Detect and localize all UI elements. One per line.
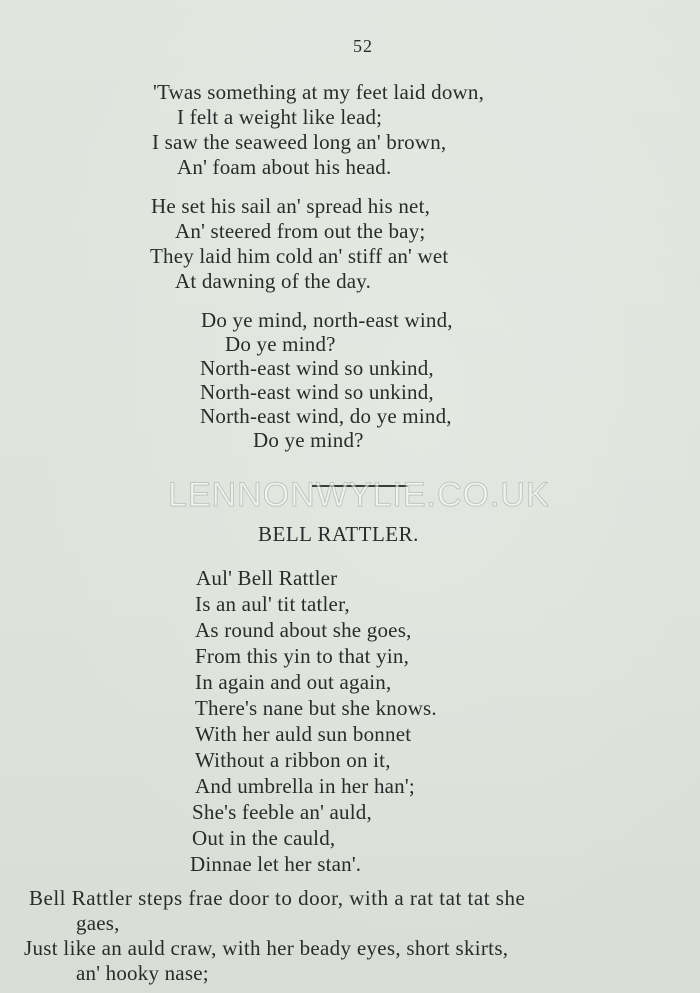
stanza1-line-4: An' foam about his head. (177, 155, 392, 179)
refrain-line-5: North-east wind, do ye mind, (200, 404, 452, 428)
prose-line-4: an' hooky nase; (76, 961, 209, 985)
poem-line-11: Out in the cauld, (192, 826, 336, 850)
poem-title: BELL RATTLER. (258, 522, 419, 546)
prose-line-1: Bell Rattler steps frae door to door, with a rat tat tat she (29, 886, 526, 910)
refrain-line-3: North-east wind so unkind, (200, 356, 434, 380)
prose-line-2: gaes, (76, 911, 120, 935)
poem-line-5: In again and out again, (195, 670, 392, 694)
poem-line-3: As round about she goes, (195, 618, 412, 642)
refrain-line-6: Do ye mind? (253, 428, 364, 452)
poem-line-6: There's nane but she knows. (195, 696, 437, 720)
page-number: 52 (353, 36, 373, 56)
poem-line-4: From this yin to that yin, (195, 644, 410, 668)
refrain-line-4: North-east wind so unkind, (200, 380, 434, 404)
poem-line-7: With her auld sun bonnet (195, 722, 412, 746)
watermark: LENNONWYLIE.CO.UK (168, 476, 550, 514)
poem-line-9: And umbrella in her han'; (195, 774, 415, 798)
stanza2-line-2: An' steered from out the bay; (175, 219, 426, 243)
poem-line-2: Is an aul' tit tatler, (195, 592, 350, 616)
stanza2-line-3: They laid him cold an' stiff an' wet (150, 244, 449, 268)
stanza1-line-2: I felt a weight like lead; (177, 105, 383, 129)
prose-line-3: Just like an auld craw, with her beady eyes, short skirts, (24, 936, 509, 960)
poem-line-1: Aul' Bell Rattler (196, 566, 338, 590)
stanza2-line-4: At dawning of the day. (175, 269, 372, 293)
poem-line-12: Dinnae let her stan'. (190, 852, 362, 876)
refrain-line-2: Do ye mind? (225, 332, 336, 356)
stanza1-line-1: 'Twas something at my feet laid down, (153, 80, 485, 104)
stanza1-line-3: I saw the seaweed long an' brown, (152, 130, 447, 154)
poem-line-8: Without a ribbon on it, (195, 748, 391, 772)
poem-line-10: She's feeble an' auld, (192, 800, 372, 824)
refrain-line-1: Do ye mind, north-east wind, (201, 308, 453, 332)
stanza2-line-1: He set his sail an' spread his net, (151, 194, 431, 218)
